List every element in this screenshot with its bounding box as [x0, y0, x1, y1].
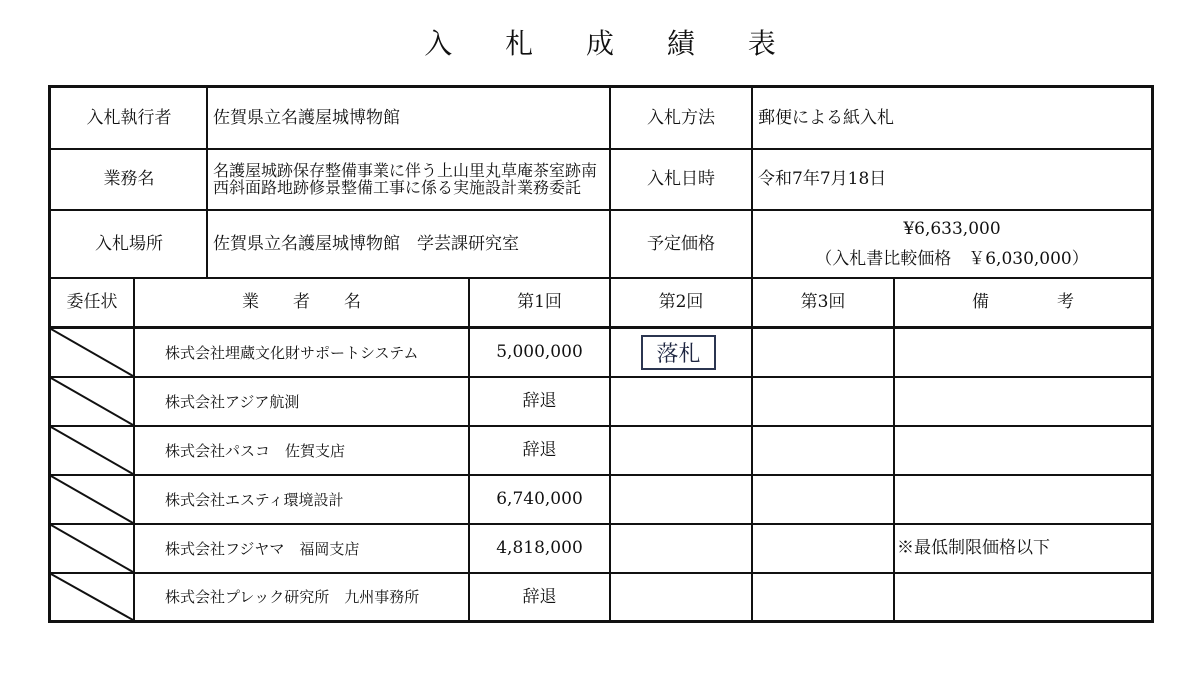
col-proxy-header: 委任状 — [66, 291, 118, 312]
winning-bid-stamp: 落札 — [641, 335, 716, 370]
col-round1-header: 第1回 — [517, 291, 562, 312]
vendor-name: 株式会社アジア航測 — [165, 392, 300, 411]
executor-label: 入札執行者 — [86, 107, 172, 128]
proxy-slashes — [51, 329, 133, 620]
divider — [751, 278, 753, 620]
round1-value: 辞退 — [522, 391, 557, 412]
divider — [609, 278, 611, 620]
proxy-slash — [51, 525, 133, 572]
round1-value: 辞退 — [522, 440, 557, 461]
price-block — [753, 211, 1151, 277]
proxy-slash — [51, 427, 133, 474]
business-label: 業務名 — [103, 169, 155, 190]
proxy-slash — [51, 329, 133, 376]
vendor-name: 株式会社埋蔵文化財サポートシステム — [165, 343, 419, 362]
method-value: 郵便による紙入札 — [758, 107, 894, 128]
method-label: 入札方法 — [647, 107, 715, 128]
col-round2-header: 第2回 — [658, 291, 704, 312]
vendor-name: 株式会社パスコ 佐賀支店 — [165, 441, 346, 460]
date-label: 入札日時 — [647, 169, 715, 190]
vendor-name: 株式会社エスティ環境設計 — [165, 490, 344, 509]
vendor-name: 株式会社フジヤマ 福岡支店 — [165, 539, 360, 558]
bid-results-sheet — [48, 85, 1154, 623]
price-compare: （入札書比較価格 ￥6,030,000） — [815, 249, 1089, 269]
price-value: ¥6,633,000 — [903, 218, 1001, 239]
col-remarks-header: 備 考 — [972, 291, 1074, 312]
col-round3-header: 第3回 — [800, 291, 846, 312]
place-value: 佐賀県立名護屋城博物館 学芸課研究室 — [213, 233, 519, 254]
place-label: 入札場所 — [95, 233, 163, 254]
price-label: 予定価格 — [647, 233, 715, 254]
col-vendor-header: 業 者 名 — [242, 291, 361, 312]
page-title: 入 札 成 績 表 — [424, 27, 798, 60]
round1-value: 4,818,000 — [496, 538, 583, 559]
round1-value: 辞退 — [522, 586, 557, 607]
proxy-slash — [51, 574, 133, 620]
executor-value: 佐賀県立名護屋城博物館 — [213, 107, 400, 128]
proxy-slash — [51, 378, 133, 425]
round1-value: 6,740,000 — [496, 489, 583, 510]
proxy-slash — [51, 476, 133, 523]
round1-value: 5,000,000 — [496, 342, 583, 363]
business-value: 名護屋城跡保存整備事業に伴う上山里丸草庵茶室跡南西斜面路地跡修景整備工事に係る実施設計業務委託 — [213, 160, 598, 197]
vendor-name: 株式会社プレック研究所 九州事務所 — [165, 588, 420, 606]
remarks-value: ※最低制限価格以下 — [897, 538, 1050, 559]
date-value: 令和7年7月18日 — [758, 169, 887, 190]
